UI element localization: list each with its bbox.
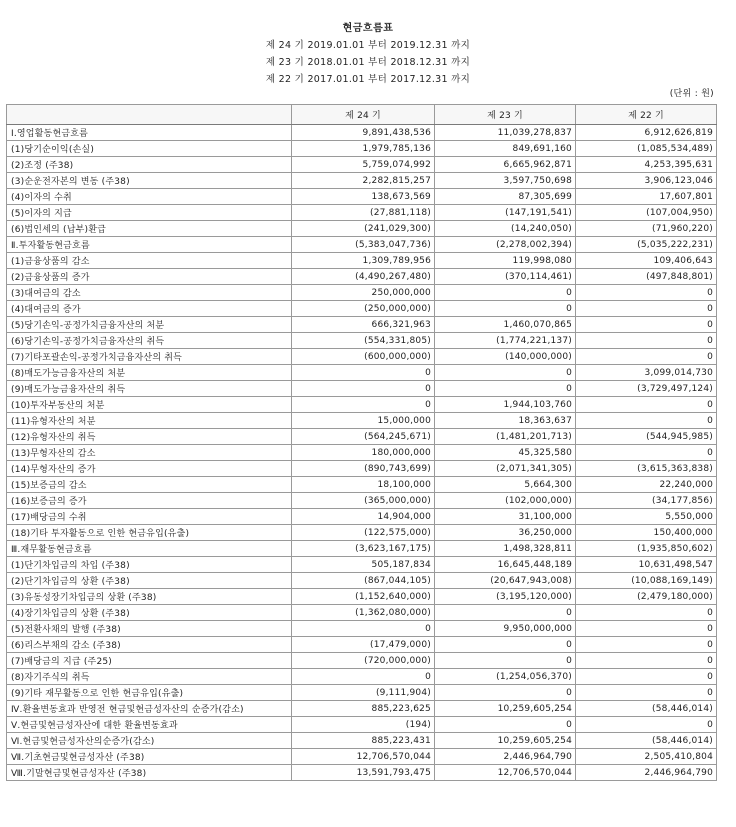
- value-period-23: 2,446,964,790: [435, 749, 576, 765]
- value-period-22: 17,607,801: [576, 189, 717, 205]
- value-period-22: (544,945,985): [576, 429, 717, 445]
- row-label: (15)보증금의 감소: [7, 477, 292, 493]
- table-row: [7, 365, 717, 381]
- value-period-23: 12,706,570,044: [435, 765, 576, 781]
- row-label: (7)배당금의 지급 (주25): [7, 653, 292, 669]
- table-row: [7, 669, 717, 685]
- value-period-23: (1,254,056,370): [435, 669, 576, 685]
- value-period-23: 0: [435, 717, 576, 733]
- table-row: [7, 125, 717, 141]
- table-row: [7, 221, 717, 237]
- value-period-22: 0: [576, 621, 717, 637]
- table-row: [7, 605, 717, 621]
- value-period-22: 4,253,395,631: [576, 157, 717, 173]
- value-period-22: (1,935,850,602): [576, 541, 717, 557]
- table-row: [7, 189, 717, 205]
- value-period-23: 3,597,750,698: [435, 173, 576, 189]
- value-period-22: 150,400,000: [576, 525, 717, 541]
- row-label: (9)매도가능금융자산의 취득: [7, 381, 292, 397]
- row-label: Ⅵ.현금및현금성자산의순증가(감소): [7, 733, 292, 749]
- value-period-23: (102,000,000): [435, 493, 576, 509]
- value-period-22: (3,729,497,124): [576, 381, 717, 397]
- value-period-24: (17,479,000): [292, 637, 435, 653]
- value-period-24: (890,743,699): [292, 461, 435, 477]
- row-label: Ⅷ.기말현금및현금성자산 (주38): [7, 765, 292, 781]
- value-period-24: (241,029,300): [292, 221, 435, 237]
- value-period-23: 1,460,070,865: [435, 317, 576, 333]
- header-period-22: 제 22 기: [576, 105, 717, 125]
- period-line-22: 제 22 기 2017.01.01 부터 2017.12.31 까지: [265, 74, 471, 85]
- table-row: [7, 205, 717, 221]
- row-label: (5)이자의 지급: [7, 205, 292, 221]
- value-period-24: 505,187,834: [292, 557, 435, 573]
- value-period-23: 11,039,278,837: [435, 125, 576, 141]
- value-period-24: 12,706,570,044: [292, 749, 435, 765]
- table-row: [7, 509, 717, 525]
- value-period-23: (1,481,201,713): [435, 429, 576, 445]
- value-period-23: (1,774,221,137): [435, 333, 576, 349]
- value-period-23: (147,191,541): [435, 205, 576, 221]
- period-lines: [0, 37, 736, 88]
- value-period-24: (9,111,904): [292, 685, 435, 701]
- table-row: [7, 381, 717, 397]
- row-label: (5)당기손익-공정가치금융자산의 처분: [7, 317, 292, 333]
- header-period-24: 제 24 기: [292, 105, 435, 125]
- table-row: [7, 461, 717, 477]
- value-period-23: 45,325,580: [435, 445, 576, 461]
- value-period-24: 5,759,074,992: [292, 157, 435, 173]
- value-period-24: 0: [292, 397, 435, 413]
- row-label: Ⅱ.투자활동현금흐름: [7, 237, 292, 253]
- value-period-23: (140,000,000): [435, 349, 576, 365]
- value-period-22: 109,406,643: [576, 253, 717, 269]
- value-period-24: (5,383,047,736): [292, 237, 435, 253]
- table-row: [7, 493, 717, 509]
- table-row: [7, 413, 717, 429]
- row-label: (10)투자부동산의 처분: [7, 397, 292, 413]
- table-row: [7, 717, 717, 733]
- table-row: [7, 141, 717, 157]
- value-period-22: 6,912,626,819: [576, 125, 717, 141]
- row-label: Ⅶ.기초현금및현금성자산 (주38): [7, 749, 292, 765]
- table-row: [7, 701, 717, 717]
- row-label: Ⅲ.재무활동현금흐름: [7, 541, 292, 557]
- statement-title: 현금흐름표: [342, 23, 394, 34]
- value-period-22: 0: [576, 445, 717, 461]
- value-period-23: 0: [435, 653, 576, 669]
- table-row: [7, 285, 717, 301]
- row-label: (6)리스부채의 감소 (주38): [7, 637, 292, 653]
- value-period-24: 1,309,789,956: [292, 253, 435, 269]
- row-label: (14)무형자산의 증가: [7, 461, 292, 477]
- value-period-22: 0: [576, 413, 717, 429]
- value-period-24: (867,044,105): [292, 573, 435, 589]
- row-label: Ⅴ.현금및현금성자산에 대한 환율변동효과: [7, 717, 292, 733]
- row-label: (4)장기차입금의 상환 (주38): [7, 605, 292, 621]
- value-period-23: 36,250,000: [435, 525, 576, 541]
- row-label: (2)금융상품의 증가: [7, 269, 292, 285]
- table-row: [7, 445, 717, 461]
- table-row: [7, 269, 717, 285]
- value-period-22: 0: [576, 653, 717, 669]
- row-label: (4)대여금의 증가: [7, 301, 292, 317]
- value-period-22: 0: [576, 685, 717, 701]
- value-period-24: 666,321,963: [292, 317, 435, 333]
- row-label: (5)전환사채의 발행 (주38): [7, 621, 292, 637]
- value-period-23: 87,305,699: [435, 189, 576, 205]
- table-row: [7, 173, 717, 189]
- value-period-24: (554,331,805): [292, 333, 435, 349]
- value-period-23: 119,998,080: [435, 253, 576, 269]
- value-period-22: 0: [576, 605, 717, 621]
- value-period-23: 0: [435, 637, 576, 653]
- row-label: (3)순운전자본의 변동 (주38): [7, 173, 292, 189]
- table-row: [7, 157, 717, 173]
- value-period-24: 0: [292, 669, 435, 685]
- table-row: [7, 301, 717, 317]
- row-label: Ⅰ.영업활동현금흐름: [7, 125, 292, 141]
- row-label: (16)보증금의 증가: [7, 493, 292, 509]
- value-period-24: 0: [292, 365, 435, 381]
- value-period-23: 0: [435, 381, 576, 397]
- row-label: (11)유형자산의 처분: [7, 413, 292, 429]
- value-period-22: 10,631,498,547: [576, 557, 717, 573]
- value-period-23: (2,071,341,305): [435, 461, 576, 477]
- table-row: [7, 525, 717, 541]
- value-period-22: 3,099,014,730: [576, 365, 717, 381]
- table-row: [7, 237, 717, 253]
- value-period-23: 1,498,328,811: [435, 541, 576, 557]
- row-label: (6)당기손익-공정가치금융자산의 취득: [7, 333, 292, 349]
- row-label: (9)기타 재무활동으로 인한 현금유입(유출): [7, 685, 292, 701]
- value-period-24: (250,000,000): [292, 301, 435, 317]
- value-period-22: 2,446,964,790: [576, 765, 717, 781]
- value-period-24: 0: [292, 381, 435, 397]
- value-period-24: (4,490,267,480): [292, 269, 435, 285]
- value-period-23: (3,195,120,000): [435, 589, 576, 605]
- row-label: (4)이자의 수취: [7, 189, 292, 205]
- value-period-24: (600,000,000): [292, 349, 435, 365]
- value-period-23: 6,665,962,871: [435, 157, 576, 173]
- table-row: [7, 317, 717, 333]
- period-line-23: 제 23 기 2018.01.01 부터 2018.12.31 까지: [265, 57, 471, 68]
- value-period-22: 0: [576, 397, 717, 413]
- value-period-24: 138,673,569: [292, 189, 435, 205]
- value-period-22: (5,035,222,231): [576, 237, 717, 253]
- value-period-22: (497,848,801): [576, 269, 717, 285]
- value-period-22: (10,088,169,149): [576, 573, 717, 589]
- table-row: [7, 541, 717, 557]
- value-period-23: 849,691,160: [435, 141, 576, 157]
- table-row: [7, 349, 717, 365]
- value-period-22: 0: [576, 349, 717, 365]
- row-label: (17)배당금의 수취: [7, 509, 292, 525]
- value-period-23: 31,100,000: [435, 509, 576, 525]
- value-period-23: 0: [435, 285, 576, 301]
- value-period-22: 5,550,000: [576, 509, 717, 525]
- value-period-22: (71,960,220): [576, 221, 717, 237]
- header-item: [7, 105, 292, 125]
- period-line-24: 제 24 기 2019.01.01 부터 2019.12.31 까지: [265, 40, 471, 51]
- value-period-22: 0: [576, 637, 717, 653]
- table-row: [7, 621, 717, 637]
- value-period-24: (1,362,080,000): [292, 605, 435, 621]
- value-period-24: (365,000,000): [292, 493, 435, 509]
- table-row: [7, 333, 717, 349]
- value-period-23: (2,278,002,394): [435, 237, 576, 253]
- value-period-24: 0: [292, 621, 435, 637]
- table-row: [7, 429, 717, 445]
- value-period-24: 14,904,000: [292, 509, 435, 525]
- row-label: (1)금융상품의 감소: [7, 253, 292, 269]
- row-label: Ⅳ.환율변동효과 반영전 현금및현금성자산의 순증가(감소): [7, 701, 292, 717]
- value-period-23: 1,944,103,760: [435, 397, 576, 413]
- value-period-22: (1,085,534,489): [576, 141, 717, 157]
- header-period-23: 제 23 기: [435, 105, 576, 125]
- value-period-24: 180,000,000: [292, 445, 435, 461]
- value-period-24: 18,100,000: [292, 477, 435, 493]
- row-label: (12)유형자산의 취득: [7, 429, 292, 445]
- value-period-22: 0: [576, 333, 717, 349]
- value-period-23: 16,645,448,189: [435, 557, 576, 573]
- table-row: [7, 749, 717, 765]
- table-row: [7, 253, 717, 269]
- value-period-22: (34,177,856): [576, 493, 717, 509]
- table-row: [7, 557, 717, 573]
- row-label: (6)법인세의 (납부)환급: [7, 221, 292, 237]
- cash-flow-table: [6, 104, 717, 781]
- value-period-23: 0: [435, 301, 576, 317]
- table-row: [7, 637, 717, 653]
- value-period-23: (20,647,943,008): [435, 573, 576, 589]
- value-period-22: 3,906,123,046: [576, 173, 717, 189]
- value-period-23: 0: [435, 365, 576, 381]
- value-period-22: (3,615,363,838): [576, 461, 717, 477]
- row-label: (13)무형자산의 감소: [7, 445, 292, 461]
- value-period-23: (14,240,050): [435, 221, 576, 237]
- table-row: [7, 685, 717, 701]
- table-row: [7, 733, 717, 749]
- value-period-22: (2,479,180,000): [576, 589, 717, 605]
- value-period-23: 9,950,000,000: [435, 621, 576, 637]
- value-period-22: 22,240,000: [576, 477, 717, 493]
- value-period-22: 0: [576, 301, 717, 317]
- row-label: (1)단기차입금의 차입 (주38): [7, 557, 292, 573]
- value-period-24: 9,891,438,536: [292, 125, 435, 141]
- unit-label: (단위 : 원): [669, 89, 714, 99]
- value-period-24: (564,245,671): [292, 429, 435, 445]
- value-period-24: 1,979,785,136: [292, 141, 435, 157]
- value-period-24: 885,223,625: [292, 701, 435, 717]
- value-period-24: 15,000,000: [292, 413, 435, 429]
- value-period-23: 0: [435, 685, 576, 701]
- value-period-23: 0: [435, 605, 576, 621]
- value-period-22: 0: [576, 669, 717, 685]
- row-label: (1)당기순이익(손실): [7, 141, 292, 157]
- value-period-24: 885,223,431: [292, 733, 435, 749]
- table-row: [7, 397, 717, 413]
- value-period-22: 0: [576, 317, 717, 333]
- value-period-24: (27,881,118): [292, 205, 435, 221]
- table-row: [7, 653, 717, 669]
- table-row: [7, 477, 717, 493]
- value-period-22: 0: [576, 717, 717, 733]
- value-period-23: 10,259,605,254: [435, 733, 576, 749]
- row-label: (7)기타포괄손익-공정가치금융자산의 취득: [7, 349, 292, 365]
- table-header-row: [7, 105, 717, 125]
- value-period-23: (370,114,461): [435, 269, 576, 285]
- table-row: [7, 765, 717, 781]
- value-period-24: 250,000,000: [292, 285, 435, 301]
- value-period-23: 10,259,605,254: [435, 701, 576, 717]
- value-period-24: (194): [292, 717, 435, 733]
- row-label: (18)기타 투자활동으로 인한 현금유입(유출): [7, 525, 292, 541]
- row-label: (3)유동성장기차입금의 상환 (주38): [7, 589, 292, 605]
- value-period-22: (58,446,014): [576, 701, 717, 717]
- row-label: (8)자기주식의 취득: [7, 669, 292, 685]
- value-period-23: 18,363,637: [435, 413, 576, 429]
- row-label: (8)매도가능금융자산의 처분: [7, 365, 292, 381]
- value-period-24: (3,623,167,175): [292, 541, 435, 557]
- value-period-22: 2,505,410,804: [576, 749, 717, 765]
- value-period-22: (107,004,950): [576, 205, 717, 221]
- value-period-24: 2,282,815,257: [292, 173, 435, 189]
- value-period-24: (720,000,000): [292, 653, 435, 669]
- row-label: (2)조정 (주38): [7, 157, 292, 173]
- row-label: (2)단기차입금의 상환 (주38): [7, 573, 292, 589]
- value-period-24: (1,152,640,000): [292, 589, 435, 605]
- table-row: [7, 573, 717, 589]
- row-label: (3)대여금의 감소: [7, 285, 292, 301]
- value-period-23: 5,664,300: [435, 477, 576, 493]
- table-row: [7, 589, 717, 605]
- value-period-24: 13,591,793,475: [292, 765, 435, 781]
- value-period-24: (122,575,000): [292, 525, 435, 541]
- value-period-22: 0: [576, 285, 717, 301]
- value-period-22: (58,446,014): [576, 733, 717, 749]
- table-body: [7, 125, 717, 781]
